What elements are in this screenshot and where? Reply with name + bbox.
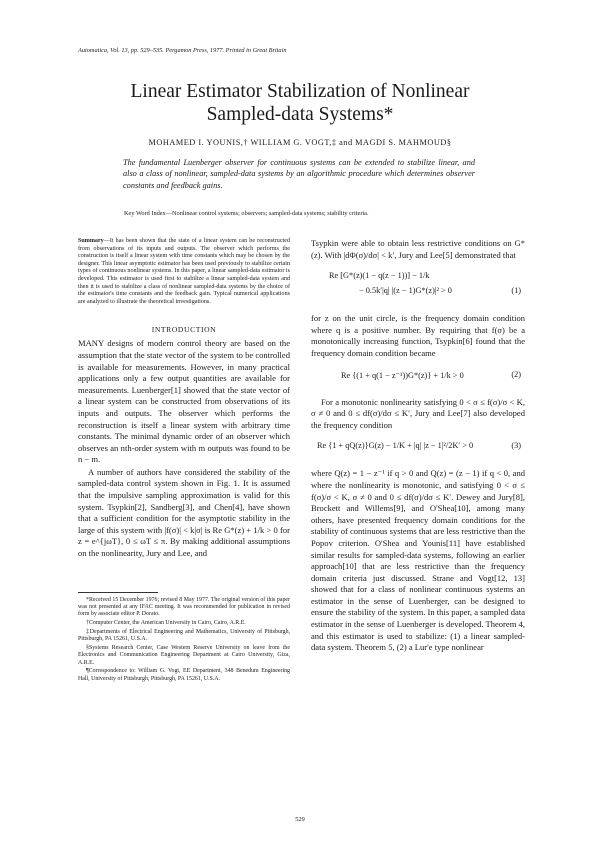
footnote-rule [78, 592, 158, 593]
authors: MOHAMED I. YOUNIS,† WILLIAM G. VOGT,‡ and MAGDI S. MAHMOUD§ [148, 138, 452, 147]
right-paragraph-4: where Q(z) = 1 − z⁻¹ if q > 0 and Q(z) = (z − 1) if q < 0, and where the nonlinearity is monotonic, and satisfying 0 < σ ≤ f(σ)/σ < K, σ ≠ 0 and 0 ≤ df(σ)/dσ ≤ K′. Dewey and Jury[8], Brockett and Willems[9], and O'Shea[10], among many others, have presented frequency domain conditions for the stability of continuous systems that are less restrictive than the Popov criterion. O'Shea and Younis[11] have established similar results for sampled-data systems, following an earlier approach[10] that are less restrictive than the frequency domain criteria just discussed. Strane and Vogt[12, 13] showed that for a class of nonlinear continuous systems an estimator in the sense of Luenberger, can be designed to ensure the stability of the system. In this paper, a sampled data estimator in the sense of Luenberger is developed. Theorem 4, and this estimator is used to stabilize: (1) a linear sampled-data system. Theorem 5, (2) a Lur'e type nonlinear [311, 468, 525, 653]
footnote: †Computer Center, the American University in Cairo, Cairo, A.R.E. [86, 620, 246, 627]
abstract: The fundamental Luenberger observer for continuous systems can be extended to stabilize linear, and also a class of nonlinear, sampled-data systems by an algorithmic procedure which determines observer constants and feedback gains. [123, 158, 475, 190]
paper-title-line-1: Linear Estimator Stabilization of Nonlinear [130, 81, 470, 102]
intro-paragraph-2: A number of authors have considered the stability of the sampled-data control system shown in Fig. 1. It is assumed that the impulsive sampling approximation is valid for this system. Tsypkin[2], Sandberg[3], and Chen[4], have shown that a sufficient condition for the asymptotic stability in the large of this system with |f(σ)| < k|σ| is Re G*(z) + 1/k > 0 for z = e^{jωT}, 0 ≤ ωT ≤ π. By making additional assumptions on the nonlinearity, Jury and Lee, and [78, 466, 290, 559]
footnote: §Systems Research Center, Case Western Reserve University on leave from the Electronics and Communication Engineering Department at Cairo University, Giza, A.R.E. [78, 644, 290, 666]
equation-1 [311, 271, 525, 301]
page-number: 529 [295, 816, 305, 823]
paper-title-line-2: Sampled-data Systems* [206, 104, 394, 125]
keywords: Key Word Index—Nonlinear control systems; observers; sampled-data systems; stability criteria. [124, 210, 369, 217]
introduction-heading: INTRODUCTION [151, 325, 217, 335]
equation-1-line-2: − 0.5k′|q| |(z − 1)G*(z)|² > 0 (1) [359, 286, 521, 296]
right-paragraph-3: For a monotonic nonlinearity satisfying 0 < σ ≤ f(σ)/σ < K, σ ≠ 0 and 0 ≤ df(σ)/dσ ≤ K′, Jury and Lee[7] also developed the frequency condition [311, 396, 525, 430]
footnote: ‡Departments of Electrical Engineering and Mathematics, University of Pittsburgh, Pittsburgh, PA 15261, U.S.A. [78, 628, 290, 643]
equation-3 [311, 441, 525, 456]
summary [78, 238, 290, 306]
equation-number: (2) [511, 369, 521, 379]
intro-paragraph-1: MANY designs of modern control theory are based on the assumption that the state vector of the system to be controlled is available for measurements. However, in many practical applications only a few output quantities are available for measurements. Luenberger[1] showed that the state vector of a linear system can be constructed from observations of its inputs and outputs. The observer which performs the reconstruction is itself a linear system with arbitrary time constants. The minimal dynamic order of an observer which observes an nth-order system with m outputs was found to be n − m. [78, 338, 290, 465]
equation-2 [311, 370, 525, 385]
equation-1-line-1: Re [G*(z)(1 − q(z − 1))] − 1/k [329, 271, 430, 281]
footnote: *Received 15 December 1976; revised 8 May 1977. The original version of this paper was not presented at any IFAC meeting. It was recommended for publication in revised form by associate editor P. Dorato. [78, 596, 290, 618]
summary-text: —It has been shown that the state of a linear system can be reconstructed from observations of its inputs and outputs. The observer which performs the construction is itself a linear system with time constants which may be chosen by the designer. This linear asymptotic estimator has been used previously to stabilize certain types of continuous nonlinear systems. In this paper, a linear sampled-data estimator is developed. This estimator is used first to stabilize a linear sampled-data system and then it is used to stabilize a class of nonlinear sampled-data systems by the choice of the estimator's time constants and the feedback gain. Typical numerical applications are analyzed to illustrate the theoretical investigations. [78, 238, 290, 305]
equation-number: (1) [511, 286, 521, 296]
equation-3-text: Re {1 + qQ(z)}G(z) − 1/K + |q| |z − 1|²/2K′ > 0 [317, 441, 474, 451]
right-paragraph-1: Tsypkin were able to obtain less restrictive conditions on G*(z). With |dΦ(σ)/dσ| < k′, Jury and Lee[5] demonstrated that [311, 238, 525, 260]
summary-label: Summary [78, 238, 104, 244]
equation-number: (3) [511, 441, 521, 451]
footnote: ¶Correspondence to: William G. Vogt, EE Department, 348 Benedum Engineering Hall, University of Pittsburgh, Pittsburgh, PA 15261, U.S.A. [78, 668, 290, 682]
right-paragraph-2: for z on the unit circle, is the frequency domain condition where q is a positive number. By requiring that f(σ) be a monotonically increasing function, Tsypkin[6] found that the frequency domain condition became [311, 313, 525, 358]
journal-header: Automatica, Vol. 13, pp. 529–535. Pergamon Press, 1977. Printed in Great Britain [78, 47, 287, 54]
equation-2-text: Re {(1 + q(1 − z⁻¹))G*(z)} + 1/k > 0 [341, 370, 464, 380]
left-column [78, 238, 290, 684]
right-column [311, 238, 525, 654]
